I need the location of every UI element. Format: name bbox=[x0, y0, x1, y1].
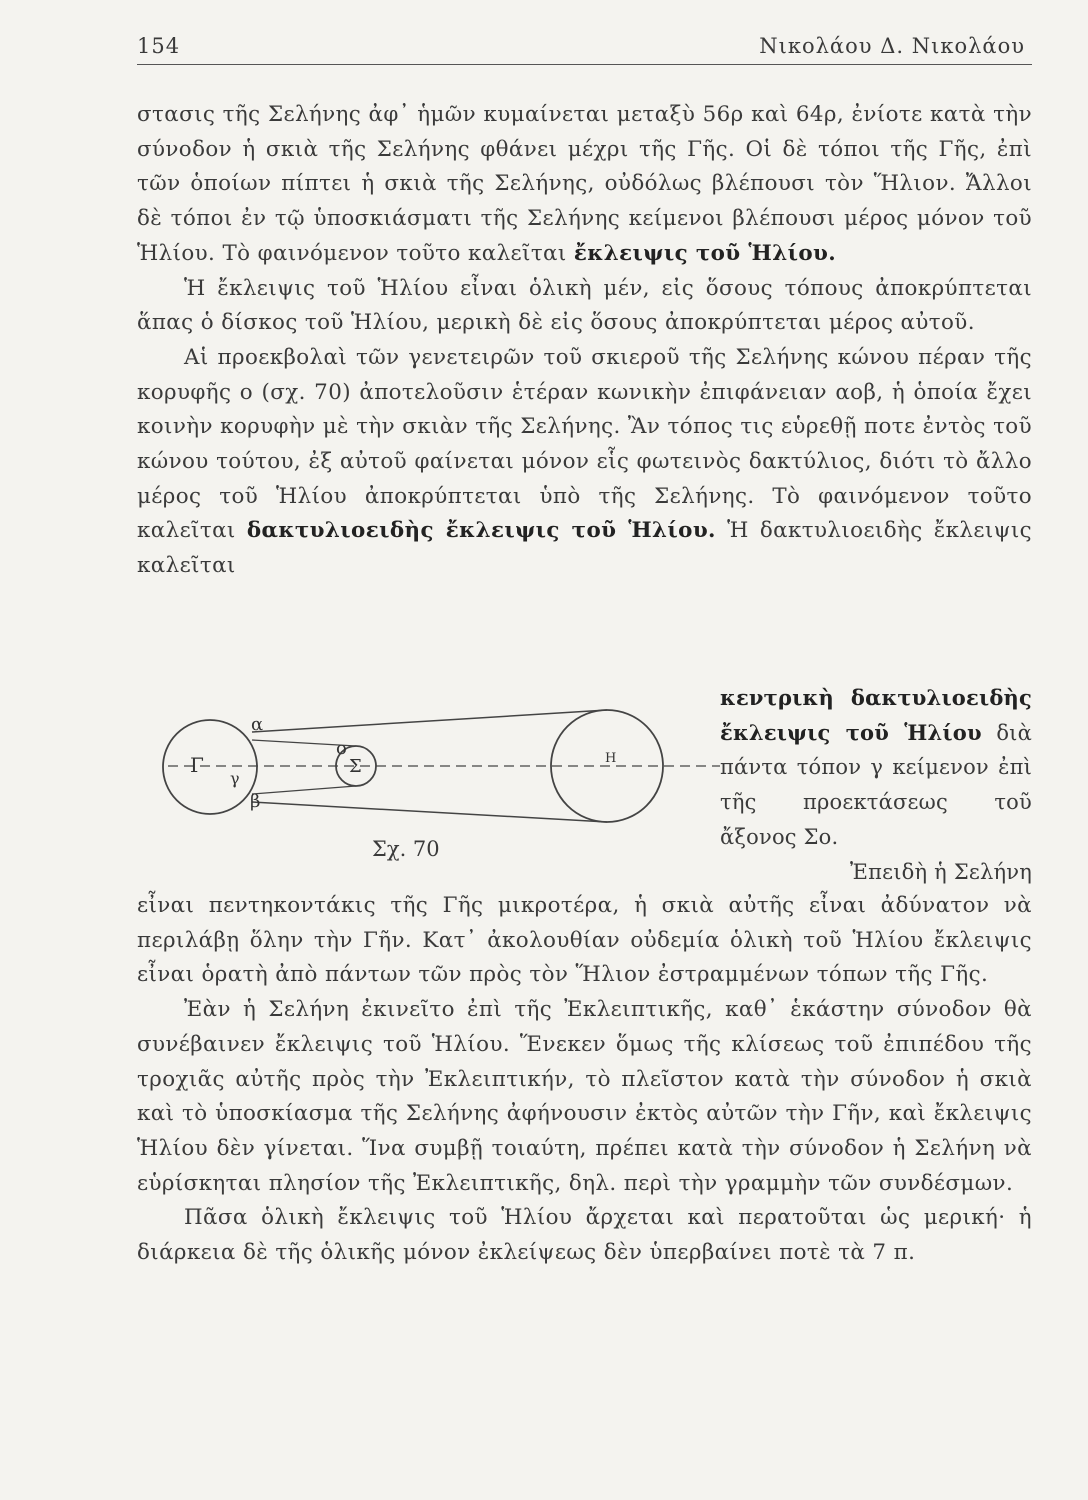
label-b: β bbox=[250, 791, 261, 812]
paragraph-1 bbox=[137, 98, 1032, 272]
paragraph-1-text: στασις τῆς Σελήνης ἀφ᾽ ἡμῶν κυμαίνεται μεταξὺ 56ρ καὶ 64ρ, ἐνίοτε κατὰ τὴν σύνοδον ἡ σκιὰ τῆς Σελήνης φθάνει μέχρι τῆς Γῆς. Οἱ δὲ τόποι τῆς Γῆς, ἐπὶ τῶν ὁποίων πίπτει ἡ σκιὰ τῆς Σελήνης, οὐδόλως βλέπουσι τὸν Ἥλιον. Ἄλλοι δὲ τόποι ἐν τῷ ὑποσκιάσματι τῆς Σελήνης κείμενοι βλέπουσι μέρος μόνον τοῦ Ἡλίου. Τὸ φαινόμενον τοῦτο καλεῖται bbox=[137, 102, 1032, 266]
label-a: α bbox=[251, 714, 264, 735]
paragraph-2: Ἡ ἔκλειψις τοῦ Ἡλίου εἶναι ὁλικὴ μέν, εἰς ὅσους τόπους ἀποκρύπτεται ἅπας ὁ δίσκος τοῦ Ἡλίου, μερικὴ δὲ εἰς ὅσους ἀποκρύπτεται μέρος αὐτοῦ. bbox=[137, 275, 1032, 336]
paragraph-3-text: Αἱ προεκβολαὶ τῶν γενετειρῶν τοῦ σκιεροῦ τῆς Σελήνης κώνου πέραν τῆς κορυφῆς ο (σχ. 70) ἀποτελοῦσιν ἑτέραν κωνικὴν ἐπιφάνειαν αοβ, ἡ ὁποία ἔχει κοινὴν κορυφὴν μὲ τὴν σκιὰν τῆς Σελήνης. Ἂν τόπος τις εὑρεθῇ ποτε ἐντὸς τοῦ κώνου τούτου, ἐξ αὐτοῦ φαίνεται μόνον εἷς φωτεινὸς δακτύλιος, διότι τὸ ἄλλο μέρος τοῦ Ἡλίου ἀποκρύπτεται ὑπὸ τῆς Σελήνης. Τὸ φαινόμενον τοῦτο καλεῖται bbox=[137, 344, 1032, 544]
paragraph-5: Ἐὰν ἡ Σελήνη ἐκινεῖτο ἐπὶ τῆς Ἐκλειπτικῆς, καθ᾽ ἑκάστην σύνοδον θὰ συνέβαινεν ἔκλειψις τοῦ Ἡλίου. Ἕνεκεν ὅμως τῆς κλίσεως τοῦ ἐπιπέδου τῆς τροχιᾶς αὐτῆς πρὸς τὴν Ἐκλειπτικήν, τὸ πλεῖστον κατὰ τὴν σύνοδον ἡ σκιὰ καὶ τὸ ὑποσκίασμα τῆς Σελήνης ἀφήνουσιν ἐκτὸς αὐτῶν τὴν Γῆν, καὶ ἔκλειψις Ἡλίου δὲν γίνεται. Ἵνα συμβῇ τοιαύτη, πρέπει κατὰ τὴν σύνοδον ἡ Σελήνη νὰ εὑρίσκηται πλησίον τῆς Ἐκλειπτικῆς, δηλ. περὶ τὴν γραμμὴν τῶν συνδέσμων. bbox=[137, 997, 1032, 1196]
paragraph-6: Πᾶσα ὁλικὴ ἔκλειψις τοῦ Ἡλίου ἄρχεται καὶ περατοῦται ὡς μερική· ἡ διάρκεια δὲ τῆς ὁλικῆς μόνον ἐκλείψεως δὲν ὑπερβαίνει ποτὲ τὰ 7 π. bbox=[137, 1205, 1032, 1266]
label-sun: Η bbox=[605, 751, 617, 766]
paragraph-3-wrap bbox=[720, 681, 1032, 855]
term-annular-eclipse: δακτυλιοειδὴς ἔκλειψις τοῦ Ἡλίου. bbox=[246, 518, 716, 544]
eclipse-diagram bbox=[160, 702, 720, 842]
text-block-bottom bbox=[137, 889, 1032, 1271]
paragraph-4: εἶναι πεντηκοντάκις τῆς Γῆς μικροτέρα, ἡ σκιὰ αὐτῆς εἶναι ἀδύνατον νὰ περιλάβῃ ὅλην τὴν Γῆν. Κατ᾽ ἀκολουθίαν οὐδεμία ὁλικὴ τοῦ Ἡλίου ἔκλειψις εἶναι ὁρατὴ ἀπὸ πάντων τῶν πρὸς τὸν Ἥλιον ἐστραμμένων τόπων τῆς Γῆς. bbox=[137, 893, 1032, 988]
earth-circle bbox=[163, 720, 257, 814]
text-block-top bbox=[137, 98, 1032, 584]
running-head: Νικολάου Δ. Νικολάου bbox=[759, 34, 1025, 58]
term-solar-eclipse: ἔκλειψις τοῦ Ἡλίου. bbox=[573, 240, 837, 266]
shadow-line-lower bbox=[252, 786, 356, 794]
label-o: ο bbox=[336, 738, 347, 759]
label-earth: Γ bbox=[190, 753, 204, 777]
paragraph-3-wrap-text: διὰ πάντα τόπον γ κείμενον ἐπὶ τῆς προεκτάσεως τοῦ ἄξονος Σο. bbox=[720, 720, 1032, 849]
text-block-wrap bbox=[720, 681, 1032, 889]
header-rule bbox=[137, 64, 1032, 65]
figure-caption: Σχ. 70 bbox=[372, 837, 440, 861]
paragraph-4-start: Ἐπειδὴ ἡ Σελήνη bbox=[850, 859, 1032, 884]
page-number: 154 bbox=[137, 34, 181, 58]
cone-line-upper bbox=[252, 710, 607, 732]
cone-line-lower bbox=[252, 802, 607, 822]
paragraph-3 bbox=[137, 341, 1032, 584]
paragraph-3-text-end: Ἡ δακτυλιοειδὴς ἔκλειψις καλεῖται bbox=[137, 518, 1032, 579]
label-moon: Σ bbox=[349, 756, 362, 777]
label-g: γ bbox=[230, 769, 240, 788]
term-central-annular-eclipse: κεντρικὴ δακτυλιοειδὴς ἔκλειψις τοῦ Ἡλίου bbox=[720, 685, 1032, 745]
